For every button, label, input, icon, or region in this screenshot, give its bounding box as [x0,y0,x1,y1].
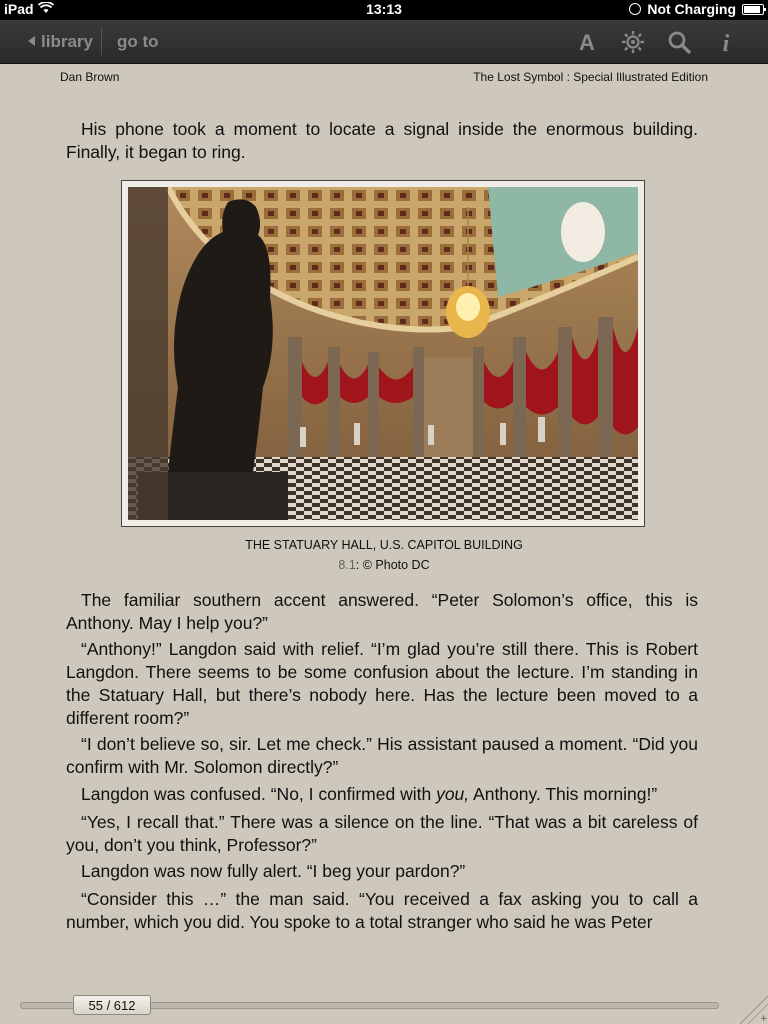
status-right [629,1,764,17]
goto-button[interactable]: go to [117,32,159,51]
running-header [60,70,708,86]
statuary-hall-photo [128,187,638,520]
paragraph: “I don’t believe so, sir. Let me check.” His assistant paused a moment. “Did you confirm with Mr. Solomon directly?” [66,734,698,777]
paragraph: “Yes, I recall that.” There was a silence on the line. “That was a bit careless of you, don’t you think, Professor?” [66,812,698,855]
paragraph: The familiar southern accent answered. “Peter Solomon’s office, this is Anthony. May I help you?” [66,590,698,633]
svg-text:i: i [722,31,730,55]
paragraph: “Anthony!” Langdon said with relief. “I’m glad you’re still there. This is Robert Langdon. There seems to be some confusion about the lecture. I’m standing in the Statuary Hall, but there’s nobody here. Has the lecture been moved to a different room?” [66,639,698,728]
figure-credit-text: : © Photo DC [355,558,430,572]
orientation-lock-icon [629,3,641,15]
book-author: Dan Brown [60,70,120,84]
search-icon[interactable] [666,29,692,55]
toolbar-divider [101,28,102,55]
library-button[interactable] [28,20,93,63]
back-arrow-icon [28,36,35,46]
paragraph-emphasis: you, [436,784,470,804]
paragraph: His phone took a moment to locate a signal inside the enormous building. Finally, it began to ring. [66,119,698,162]
paragraph: Langdon was now fully alert. “I beg your pardon?” [81,861,466,881]
charging-status: Not Charging [647,1,736,17]
paragraph-text: Langdon was confused. “No, I confirmed with [81,784,437,804]
figure-caption: THE STATUARY HALL, U.S. CAPITOL BUILDING [245,538,523,552]
figure-number-link[interactable]: 8.1 [338,558,356,572]
svg-text:A: A [579,30,595,55]
device-name: iPad [4,1,34,17]
reader-toolbar [0,20,768,64]
library-label: library [41,32,93,51]
paragraph: “Consider this …” the man said. “You received a fax asking you to call a number, which you did. You spoke to a total stranger who said he was Peter [66,889,698,932]
paragraph [66,783,698,806]
clock: 13:13 [366,1,402,17]
paragraph-text: Anthony. This morning!” [469,784,658,804]
figure-credit [0,558,768,572]
status-bar [0,0,768,20]
battery-icon [742,4,764,15]
page-slider-thumb[interactable]: 55 / 612 [73,995,151,1015]
page-curl-icon[interactable] [740,996,768,1024]
figure-statuary-hall[interactable] [121,180,645,527]
font-size-icon[interactable] [574,29,600,55]
svg-text:+: + [760,1014,768,1024]
brightness-icon[interactable] [620,29,646,55]
book-title: The Lost Symbol : Special Illustrated Edition [473,70,708,84]
info-icon[interactable] [713,29,739,55]
